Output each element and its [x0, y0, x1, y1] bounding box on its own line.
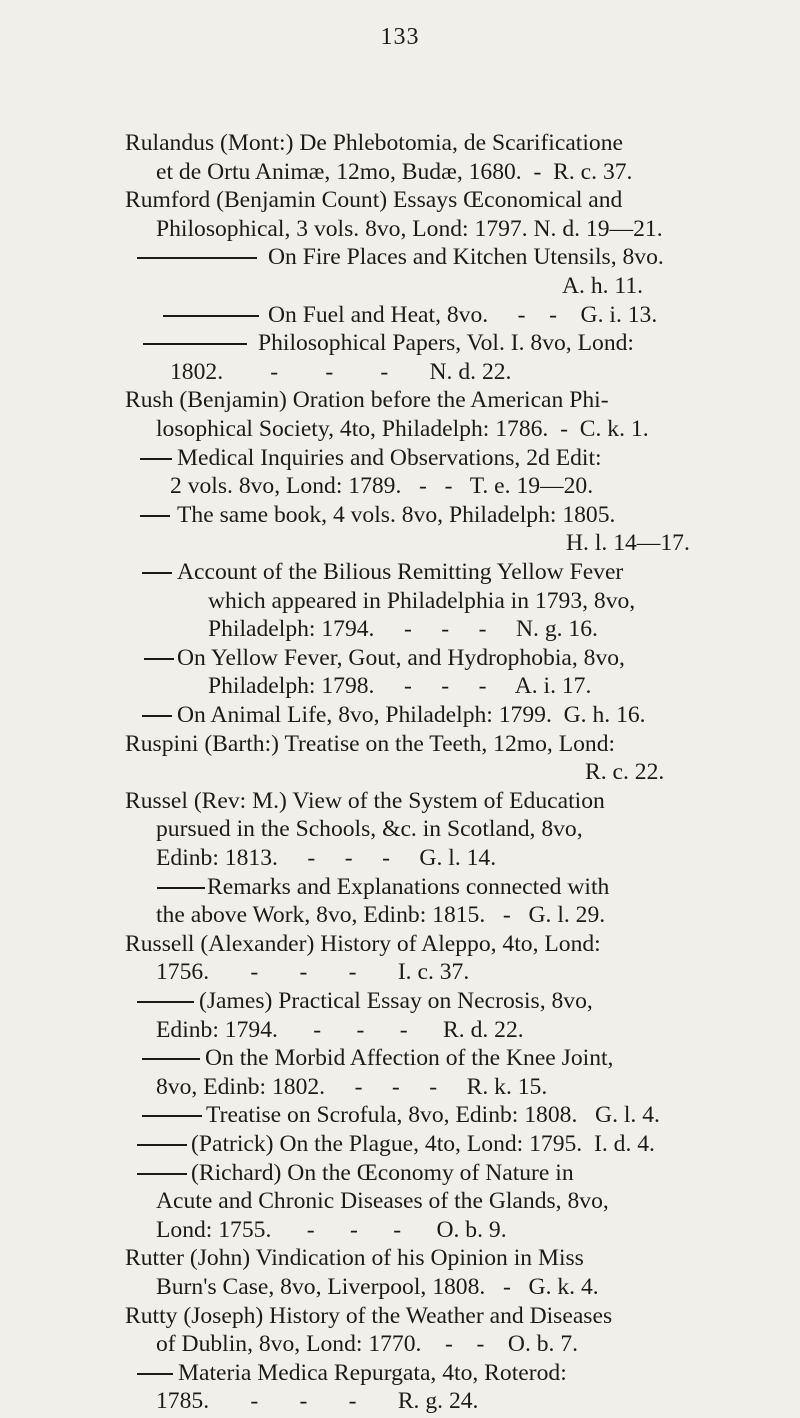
- entry-text: 1802. - - - N. d. 22.: [170, 358, 512, 385]
- ditto-dash: [142, 1058, 200, 1060]
- entry-text: Ruspini (Barth:) Treatise on the Teeth, 12mo, Lond:: [125, 730, 616, 757]
- entry-text: The same book, 4 vols. 8vo, Philadelph: 1805.: [177, 501, 616, 528]
- entry-text: Rutter (John) Vindication of his Opinion in Miss: [125, 1245, 584, 1272]
- ditto-dash: [157, 887, 205, 889]
- entry-text: Materia Medica Repurgata, 4to, Roterod:: [178, 1359, 567, 1386]
- entry-text: Remarks and Explanations connected with: [207, 873, 610, 900]
- entry-text: (Patrick) On the Plague, 4to, Lond: 1795. I. d. 4.: [191, 1131, 655, 1157]
- entry-text: On Yellow Fever, Gout, and Hydrophobia, 8vo,: [177, 644, 625, 671]
- entry-text: et de Ortu Animæ, 12mo, Budæ, 1680. - R. c. 37.: [156, 158, 633, 185]
- ditto-dash: [137, 257, 257, 259]
- entry-text: Edinb: 1813. - - - G. l. 14.: [156, 845, 497, 871]
- entry-text: On Fuel and Heat, 8vo. - - G. i. 13.: [268, 301, 658, 328]
- ditto-dash: [163, 315, 259, 317]
- entry-text: Philosophical Papers, Vol. I. 8vo, Lond:: [258, 330, 634, 357]
- entry-text: Medical Inquiries and Observations, 2d Edit:: [177, 444, 602, 471]
- ditto-dash: [137, 1373, 173, 1375]
- entry-text: (Richard) On the Œconomy of Nature in: [191, 1159, 574, 1186]
- entry-text: the above Work, 8vo, Edinb: 1815. - G. l. 29.: [156, 902, 606, 929]
- entry-text: losophical Society, 4to, Philadelph: 1786. - C. k. 1.: [156, 416, 649, 442]
- entry-text: H. l. 14—17.: [566, 530, 690, 557]
- entry-line: [0, 1384, 800, 1418]
- entry-text: Account of the Bilious Remitting Yellow Fever: [177, 559, 624, 585]
- ditto-dash: [140, 515, 170, 517]
- entry-text: 2 vols. 8vo, Lond: 1789. - - T. e. 19—20.: [170, 473, 594, 500]
- entry-text: Lond: 1755. - - - O. b. 9.: [156, 1216, 507, 1243]
- entry-text: 8vo, Edinb: 1802. - - - R. k. 15.: [156, 1073, 548, 1100]
- entry-text: Rulandus (Mont:) De Phlebotomia, de Scarificatione: [125, 130, 623, 156]
- entry-text: R. c. 22.: [585, 759, 665, 786]
- entry-text: 1756. - - - I. c. 37.: [156, 959, 470, 986]
- entry-text: On Fire Places and Kitchen Utensils, 8vo.: [268, 244, 664, 271]
- entry-text: Treatise on Scrofula, 8vo, Edinb: 1808. G. l. 4.: [206, 1102, 660, 1129]
- page-number: 133: [380, 24, 420, 50]
- entry-text: A. h. 11.: [562, 273, 644, 299]
- ditto-dash: [142, 715, 172, 717]
- entry-text: Rush (Benjamin) Oration before the American Phi-: [125, 387, 609, 414]
- entry-text: Edinb: 1794. - - - R. d. 22.: [156, 1016, 524, 1043]
- entry-text: Rutty (Joseph) History of the Weather and Diseases: [125, 1302, 613, 1329]
- ditto-dash: [143, 343, 247, 345]
- entry-text: Rumford (Benjamin Count) Essays Œconomical and: [125, 187, 623, 214]
- entry-text: Acute and Chronic Diseases of the Glands, 8vo,: [156, 1188, 609, 1215]
- entry-text: On the Morbid Affection of the Knee Joint,: [205, 1045, 614, 1072]
- entry-text: of Dublin, 8vo, Lond: 1770. - - O. b. 7.: [156, 1331, 579, 1358]
- entry-text: Philadelph: 1798. - - - A. i. 17.: [208, 673, 592, 700]
- entry-text: On Animal Life, 8vo, Philadelph: 1799. G. h. 16.: [177, 702, 646, 728]
- entry-text: which appeared in Philadelphia in 1793, 8vo,: [208, 587, 636, 614]
- entry-text: pursued in the Schools, &c. in Scotland, 8vo,: [156, 816, 583, 843]
- ditto-dash: [137, 1001, 194, 1003]
- entry-text: Russell (Alexander) History of Aleppo, 4to, Lond:: [125, 930, 601, 957]
- ditto-dash: [137, 1173, 187, 1175]
- entry-text: 1785. - - - R. g. 24.: [156, 1388, 479, 1415]
- entry-text: Philadelph: 1794. - - - N. g. 16.: [208, 616, 598, 643]
- ditto-dash: [142, 572, 172, 574]
- entry-text: Russel (Rev: M.) View of the System of Education: [125, 787, 605, 814]
- entry-text: (James) Practical Essay on Necrosis, 8vo,: [199, 988, 593, 1014]
- ditto-dash: [144, 658, 174, 660]
- ditto-dash: [140, 458, 172, 460]
- entry-text: Philosophical, 3 vols. 8vo, Lond: 1797. N. d. 19—21.: [156, 215, 663, 242]
- ditto-dash: [142, 1115, 202, 1117]
- ditto-dash: [137, 1144, 187, 1146]
- entry-text: Burn's Case, 8vo, Liverpool, 1808. - G. k. 4.: [156, 1274, 599, 1300]
